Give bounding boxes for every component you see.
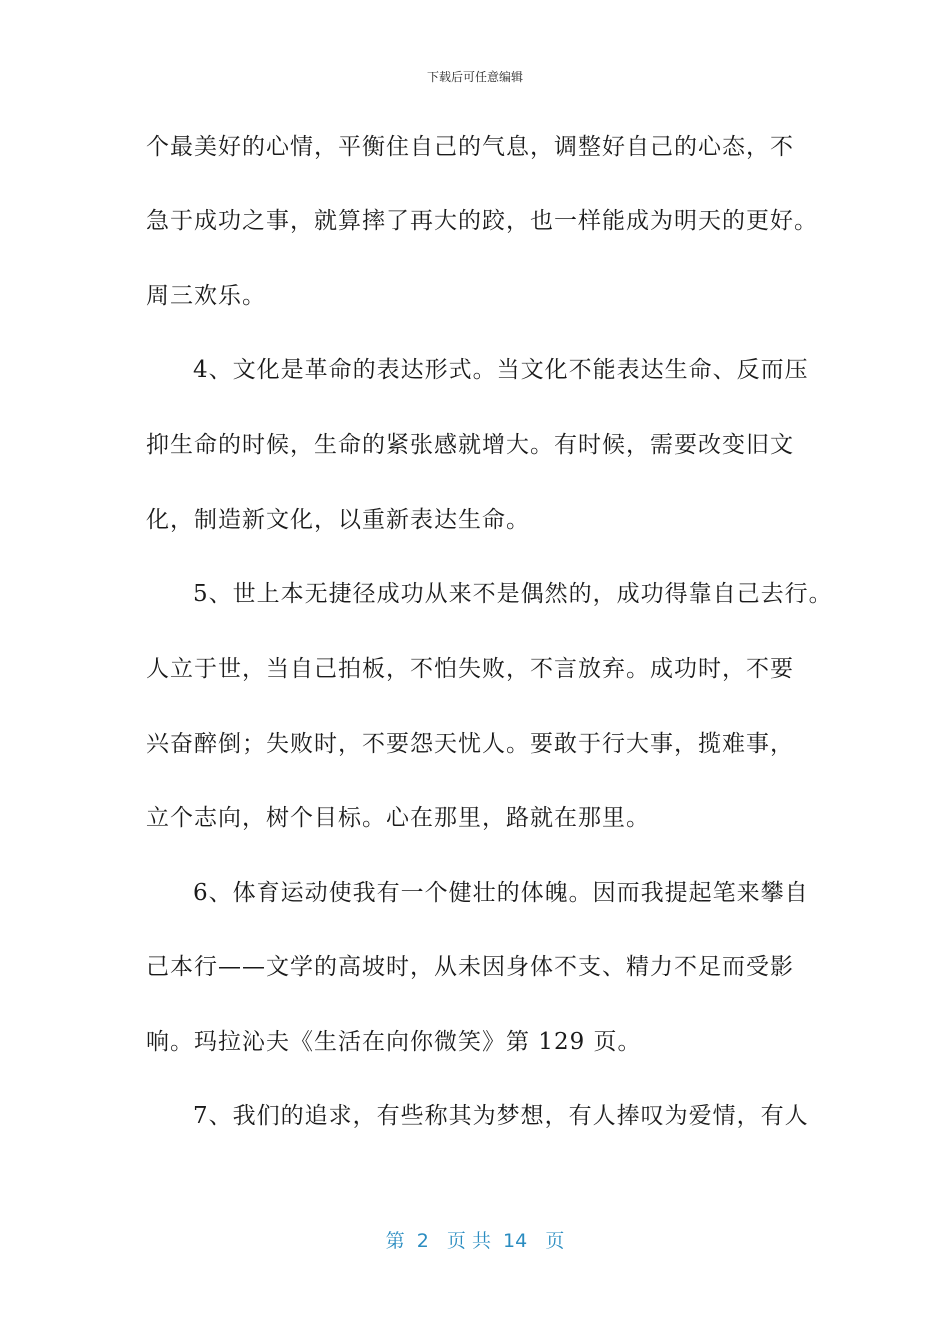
text-line: 急于成功之事，就算摔了再大的跤，也一样能成为明天的更好。 — [146, 208, 818, 234]
text-line: 响。玛拉沁夫《生活在向你微笑》第 129 页。 — [146, 1029, 642, 1055]
paragraph-6-start: 6、体育运动使我有一个健壮的体魄。因而我提起笔来攀自 — [193, 880, 809, 906]
text-line: 抑生命的时候，生命的紧张感就增大。有时候，需要改变旧文 — [146, 432, 794, 458]
text-line: 人立于世，当自己拍板，不怕失败，不言放弃。成功时，不要 — [146, 656, 794, 682]
text-line: 化，制造新文化，以重新表达生命。 — [146, 507, 530, 533]
paragraph-7-start: 7、我们的追求，有些称其为梦想，有人捧叹为爱情，有人 — [193, 1103, 809, 1129]
text-line: 己本行——文学的高坡时，从未因身体不支、精力不足而受影 — [146, 954, 794, 980]
text-line: 立个志向，树个目标。心在那里，路就在那里。 — [146, 805, 650, 831]
text-line: 个最美好的心情，平衡住自己的气息，调整好自己的心态，不 — [146, 134, 794, 160]
paragraph-4-start: 4、文化是革命的表达形式。当文化不能表达生命、反而压 — [193, 357, 809, 383]
text-line: 周三欢乐。 — [146, 283, 266, 309]
paragraph-5-start: 5、世上本无捷径成功从来不是偶然的，成功得靠自己去行。 — [193, 581, 833, 607]
page-number-footer: 第 2 页 共 14 页 — [385, 1230, 565, 1252]
text-line: 兴奋醉倒；失败时，不要怨天忧人。要敢于行大事，揽难事， — [146, 731, 794, 757]
header-note: 下载后可任意编辑 — [426, 70, 523, 84]
